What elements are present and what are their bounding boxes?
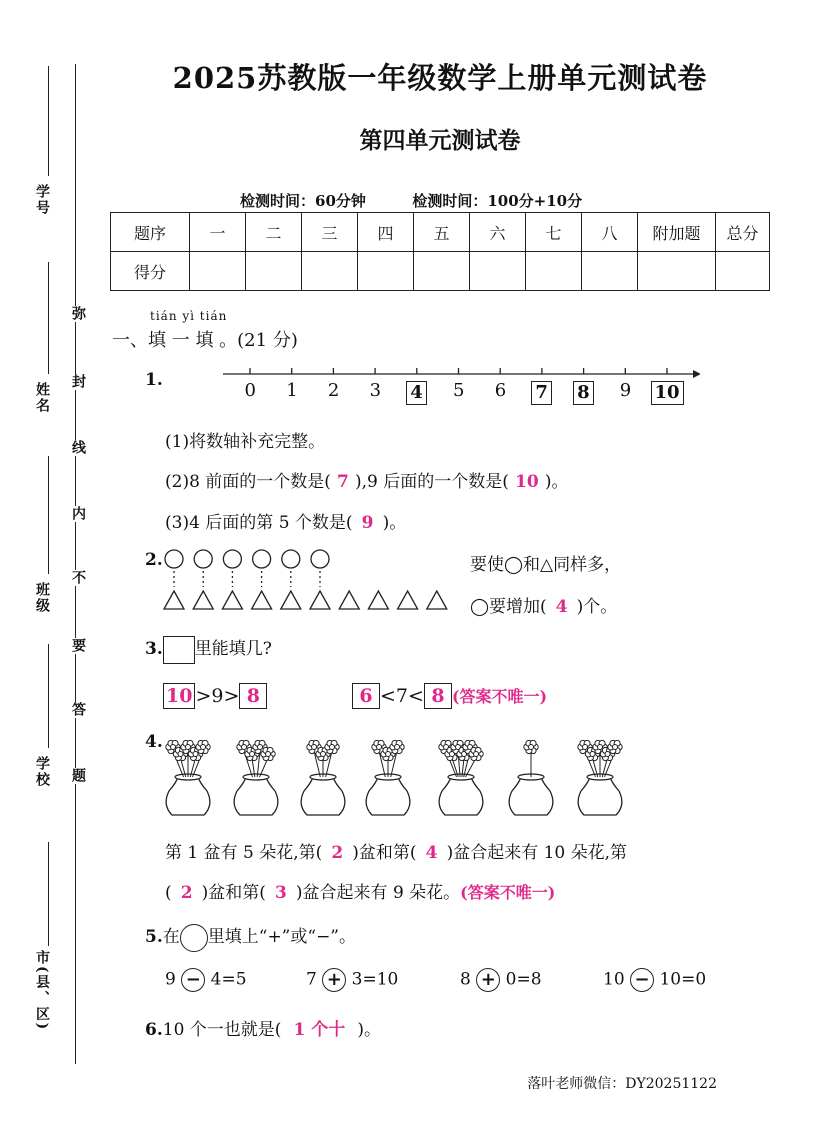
flower	[196, 740, 210, 753]
question-number: 3.	[145, 639, 163, 659]
score-input-cell[interactable]	[302, 252, 358, 291]
fill-line	[48, 66, 49, 176]
operator-circle: +	[476, 968, 500, 992]
triangle-shape	[310, 591, 330, 609]
flower	[261, 747, 275, 760]
school-label: 学校	[34, 756, 50, 788]
name-label: 姓名	[34, 382, 50, 414]
table-cell: 七	[526, 213, 582, 252]
blank-box	[163, 636, 195, 664]
triangle-shape	[281, 591, 301, 609]
q3-expression-2	[352, 683, 547, 709]
section-heading: 一、填 一 填 。(21 分)	[112, 330, 298, 351]
eq-right: 4=5	[210, 969, 247, 990]
question-number: 2.	[145, 550, 163, 570]
answer: 7	[337, 472, 349, 492]
q1-part3-text: )。	[382, 513, 407, 533]
fill-line	[48, 842, 49, 946]
number-line-number: 1	[286, 380, 298, 401]
score-input-cell[interactable]	[190, 252, 246, 291]
answer: 4	[555, 597, 568, 617]
eq-left: 10	[603, 969, 625, 990]
answer: 3	[274, 883, 287, 903]
triangle-shape	[427, 591, 447, 609]
student-id-label: 学号	[34, 184, 50, 216]
triangle-shape	[164, 591, 184, 609]
q5-prompt	[145, 922, 356, 952]
q4-line2	[165, 878, 555, 903]
circle-shape	[165, 550, 183, 568]
triangle-shape	[339, 591, 359, 609]
q4-text: )盆和第(	[352, 843, 417, 863]
number-line-answer-box: 8	[573, 381, 594, 405]
exam-meta	[240, 190, 582, 211]
seal-char: 内	[70, 506, 86, 522]
class-label: 班级	[34, 582, 50, 614]
table-cell: 题序	[111, 213, 190, 252]
q3-expression-text: >9>	[195, 685, 240, 707]
eq-left: 7	[306, 969, 317, 990]
exam-time: 检测时间：60分钟	[240, 192, 366, 210]
page-subtitle: 第四单元测试卷	[359, 127, 521, 154]
operator-circle: −	[181, 968, 205, 992]
answer: 1 个十	[293, 1020, 346, 1040]
eq-left: 8	[460, 969, 471, 990]
q4-text: 第 1 盆有 5 朵花,第(	[165, 843, 323, 863]
triangle-shape	[398, 591, 418, 609]
score-input-cell[interactable]	[526, 252, 582, 291]
operator-circle: +	[322, 968, 346, 992]
score-input-cell[interactable]	[582, 252, 638, 291]
q6	[145, 1015, 381, 1040]
section-pinyin: tián yì tián	[150, 309, 228, 323]
exam-score: 检测时间：100分+10分	[412, 192, 583, 210]
q1-part3-text: (3)4 后面的第 5 个数是(	[165, 513, 353, 533]
circle-shape	[253, 550, 271, 568]
answer: 2	[180, 883, 193, 903]
score-input-cell[interactable]	[358, 252, 414, 291]
q3-expression-1	[163, 683, 267, 709]
answer: 9	[361, 513, 374, 533]
q4-text: )盆合起来有 9 朵花。	[295, 883, 461, 903]
number-line-answer-box: 7	[531, 381, 552, 405]
page-title: 2025苏教版一年级数学上册单元测试卷	[172, 61, 708, 95]
q1-part1: (1)将数轴补充完整。	[165, 432, 326, 452]
q2-text1: 要使◯和△同样多，	[470, 555, 622, 575]
score-input-cell[interactable]	[638, 252, 716, 291]
q2-text: )个。	[576, 597, 618, 617]
score-input-cell[interactable]	[716, 252, 770, 291]
table-cell: 八	[582, 213, 638, 252]
answer-box: 10	[163, 683, 195, 709]
table-cell: 四	[358, 213, 414, 252]
number-line-answer-box: 10	[651, 381, 684, 405]
fill-line	[48, 456, 49, 574]
question-number: 6.	[145, 1020, 163, 1040]
q5-equation-2	[306, 968, 398, 992]
city-label: 市(县、区)	[34, 950, 50, 1032]
table-cell: 五	[414, 213, 470, 252]
table-cell: 总分	[716, 213, 770, 252]
table-cell: 得分	[111, 252, 190, 291]
flower	[608, 740, 622, 753]
answer-box: 8	[424, 683, 452, 709]
circle-shape	[282, 550, 300, 568]
seal-char: 线	[70, 440, 86, 456]
eq-right: 0=8	[505, 969, 542, 990]
circle-shape	[311, 550, 329, 568]
eq-left: 9	[165, 969, 176, 990]
q2-text2	[470, 592, 617, 617]
answer-box: 6	[352, 683, 380, 709]
answer: 4	[425, 843, 438, 863]
table-cell: 三	[302, 213, 358, 252]
question-number: 4.	[145, 732, 163, 752]
question-number: 1.	[145, 370, 163, 390]
table-cell: 二	[246, 213, 302, 252]
score-table-header-row	[111, 213, 770, 252]
q5-text: 里填上“+”或“−”。	[207, 927, 357, 947]
vase	[509, 774, 553, 815]
q3-expression-text: <7<	[380, 685, 424, 707]
number-line-answer-box: 4	[406, 381, 427, 405]
q1-part2-text: )。	[544, 472, 569, 492]
answer-note: (答案不唯一)	[451, 687, 548, 706]
flower	[524, 740, 538, 753]
seal-char: 封	[70, 374, 86, 390]
eq-right: 10=0	[659, 969, 707, 990]
circle-shape	[194, 550, 212, 568]
answer-note: (答案不唯一)	[460, 883, 556, 902]
number-line-number: 5	[453, 380, 465, 401]
q5-equation-1	[165, 968, 247, 992]
q1-part2	[165, 467, 568, 492]
table-cell: 一	[190, 213, 246, 252]
q5-equation-4	[603, 968, 706, 992]
triangle-shape	[368, 591, 388, 609]
score-input-cell[interactable]	[470, 252, 526, 291]
table-cell: 附加题	[638, 213, 716, 252]
q1-part2-text: ),9 后面的一个数是(	[354, 472, 509, 492]
circle-shape	[223, 550, 241, 568]
number-line-number: 2	[327, 380, 340, 401]
circles-triangles-figure	[160, 545, 460, 615]
fill-line	[48, 644, 49, 748]
score-input-cell[interactable]	[414, 252, 470, 291]
operator-circle: −	[630, 968, 654, 992]
seal-char: 弥	[70, 306, 86, 322]
number-line-number: 9	[619, 380, 632, 401]
blank-circle	[180, 924, 208, 952]
answer: 10	[514, 472, 539, 492]
score-table	[110, 212, 770, 291]
seal-char: 答	[70, 702, 86, 718]
flower	[325, 740, 339, 753]
vase	[234, 774, 278, 815]
q2-text: ◯要增加(	[470, 597, 547, 617]
q5-equation-3	[460, 968, 542, 992]
score-table-score-row	[111, 252, 770, 291]
score-input-cell[interactable]	[246, 252, 302, 291]
vase	[439, 774, 483, 815]
flower	[390, 740, 404, 753]
flower	[469, 747, 483, 760]
vase	[166, 774, 210, 815]
number-line-number: 3	[369, 380, 382, 401]
vase	[301, 774, 345, 815]
flower-vases-figure	[155, 735, 635, 825]
eq-right: 3=10	[351, 969, 399, 990]
number-line-number: 6	[494, 380, 507, 401]
q3-prompt	[145, 634, 272, 664]
answer: 2	[331, 843, 344, 863]
binding-line	[75, 64, 76, 1064]
q4-line1	[165, 838, 627, 863]
number-line-number: 0	[244, 380, 256, 401]
triangle-shape	[193, 591, 213, 609]
vase	[578, 774, 622, 815]
q6-text: 10 个一也就是(	[162, 1020, 282, 1040]
number-line-arrow	[693, 370, 700, 378]
triangle-shape	[252, 591, 272, 609]
q4-text: (	[165, 883, 172, 903]
q3-prompt-text: 里能填几?	[194, 639, 272, 659]
table-cell: 六	[470, 213, 526, 252]
fill-line	[48, 262, 49, 374]
q1-part2-text: (2)8 前面的一个数是(	[165, 472, 331, 492]
seal-char: 题	[70, 768, 86, 784]
vase	[366, 774, 410, 815]
q4-text: )盆合起来有 10 朵花,第	[446, 843, 628, 863]
footer-note: 落叶老师微信：DY20251122	[527, 1076, 717, 1092]
q1-part3	[165, 508, 406, 533]
triangle-shape	[222, 591, 242, 609]
answer-box: 8	[239, 683, 267, 709]
seal-char: 要	[70, 638, 86, 654]
question-number: 5.	[145, 927, 163, 947]
q4-text: )盆和第(	[201, 883, 266, 903]
q5-text: 在	[162, 927, 180, 947]
seal-char: 不	[70, 570, 86, 586]
q6-text: )。	[357, 1020, 382, 1040]
